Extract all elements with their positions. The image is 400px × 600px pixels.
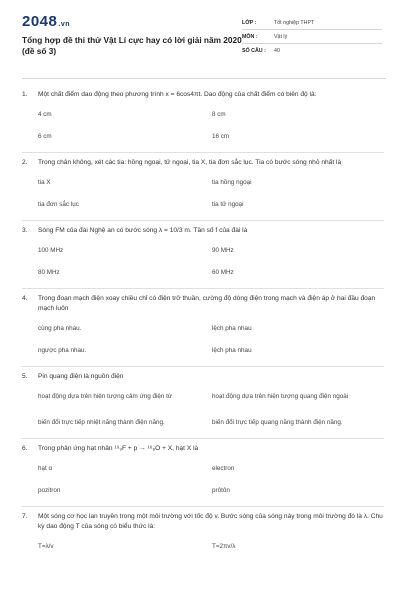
question-7 (22, 507, 384, 560)
question-5 (22, 367, 384, 439)
header-divider (22, 78, 386, 79)
question-6 (22, 439, 384, 507)
option-c[interactable]: tia đơn sắc lục (38, 201, 79, 208)
option-d[interactable]: lệch pha nhau (212, 347, 252, 354)
option-b[interactable]: tia hồng ngoại (212, 179, 252, 186)
question-text (22, 367, 384, 382)
question-text (22, 439, 384, 454)
option-a[interactable]: hạt α (38, 465, 53, 472)
option-b[interactable]: hoạt động dựa trên hiện tượng quang điện ngoài (212, 393, 349, 400)
meta-row-count (242, 44, 382, 57)
question-number: 1. (22, 91, 28, 98)
page-header (22, 14, 386, 72)
option-d[interactable]: 60 MHz (212, 269, 234, 276)
answer-options (38, 174, 384, 218)
option-d[interactable]: prôtôn (212, 487, 230, 494)
question-4 (22, 289, 384, 367)
option-a[interactable]: cùng pha nhau. (38, 325, 82, 332)
answer-options (38, 460, 384, 504)
question-body: Trong chân không, xét các tia: hồng ngoại, tử ngoại, tia X, tia đơn sắc lục. Tia có bước sóng nhỏ nhất là (38, 159, 342, 166)
meta-row-subject (242, 30, 382, 44)
question-body: Một chất điểm dao động theo phương trình x = 6cos4πt. Dao động của chất điểm có biên độ là: (38, 91, 317, 98)
answer-options (38, 388, 384, 436)
meta-label: LỚP : (242, 19, 257, 26)
logo-text: 2048 (22, 13, 58, 30)
site-logo[interactable] (22, 14, 242, 33)
option-d[interactable]: tia tử ngoại (212, 201, 244, 208)
question-body: Trong phản ứng hạt nhân ¹⁹₉F + p → ¹⁶₈O + X, hạt X là (38, 445, 199, 452)
logo-suffix: .vn (58, 21, 70, 28)
option-b[interactable]: T=2πv/λ (212, 543, 236, 550)
question-body: Pin quang điện là nguồn điện (38, 373, 124, 380)
meta-value: Vật lý (274, 33, 288, 40)
option-b[interactable]: 90 MHz (212, 247, 234, 254)
meta-row-class (242, 16, 382, 30)
question-body: Một sóng cơ học lan truyền trong một môi trường với tốc độ v. Bước sóng của sóng này trong môi trường đó là λ. Chu kỳ dao động T của sóng có biểu thức là: (38, 513, 383, 530)
question-number: 2. (22, 159, 28, 166)
option-a[interactable]: tia X (38, 179, 51, 186)
question-text (22, 85, 384, 100)
option-d[interactable]: biến đổi trực tiếp quang năng thành điện năng. (212, 419, 343, 426)
option-c[interactable]: ngược pha nhau. (38, 347, 87, 354)
question-number: 7. (22, 513, 28, 520)
option-c[interactable]: biến đổi trực tiếp nhiệt năng thành điện năng. (38, 419, 165, 426)
answer-options (38, 538, 384, 560)
question-number: 6. (22, 445, 28, 452)
question-number: 5. (22, 373, 28, 380)
question-number: 4. (22, 295, 28, 302)
meta-info (242, 16, 382, 57)
answer-options (38, 320, 384, 364)
question-2 (22, 153, 384, 221)
answer-options (38, 106, 384, 150)
question-1 (22, 85, 384, 153)
meta-label: SỐ CÂU : (242, 47, 266, 54)
option-b[interactable]: electron (212, 465, 235, 472)
option-a[interactable]: T=λ/v (38, 543, 54, 550)
option-c[interactable]: pozitron (38, 487, 61, 494)
question-list (22, 85, 386, 560)
question-text (22, 153, 384, 168)
option-a[interactable]: hoạt động dựa trên hiện tượng cảm ứng điện từ (38, 393, 173, 400)
question-number: 3. (22, 227, 28, 234)
question-body: Trong đoạn mạch điện xoay chiều chỉ có điện trở thuần, cường độ dòng điện trong mạch và điện áp ở hai đầu đoạn mạch luôn (38, 295, 376, 312)
option-c[interactable]: 80 MHz (38, 269, 60, 276)
answer-options (38, 242, 384, 286)
option-a[interactable]: 100 MHz (38, 247, 64, 254)
question-text (22, 507, 384, 532)
question-text (22, 289, 384, 314)
document-title: Tổng hợp đề thi thử Vật Lí cực hay có lời giải năm 2020 (đề số 3) (22, 35, 242, 56)
option-c[interactable]: 6 cm (38, 133, 52, 140)
header-left (22, 14, 242, 57)
option-b[interactable]: lệch pha nhau (212, 325, 252, 332)
option-b[interactable]: 8 cm (212, 111, 226, 118)
option-a[interactable]: 4 cm (38, 111, 52, 118)
meta-label: MÔN : (242, 33, 258, 40)
option-d[interactable]: 16 cm (212, 133, 230, 140)
question-text (22, 221, 384, 236)
meta-value: 40 (274, 47, 280, 54)
meta-value: Tốt nghiệp THPT (274, 19, 315, 26)
question-3 (22, 221, 384, 289)
question-body: Sóng FM của đài Nghệ an có bước sóng λ = 10/3 m. Tần số f của đài là (38, 227, 248, 234)
